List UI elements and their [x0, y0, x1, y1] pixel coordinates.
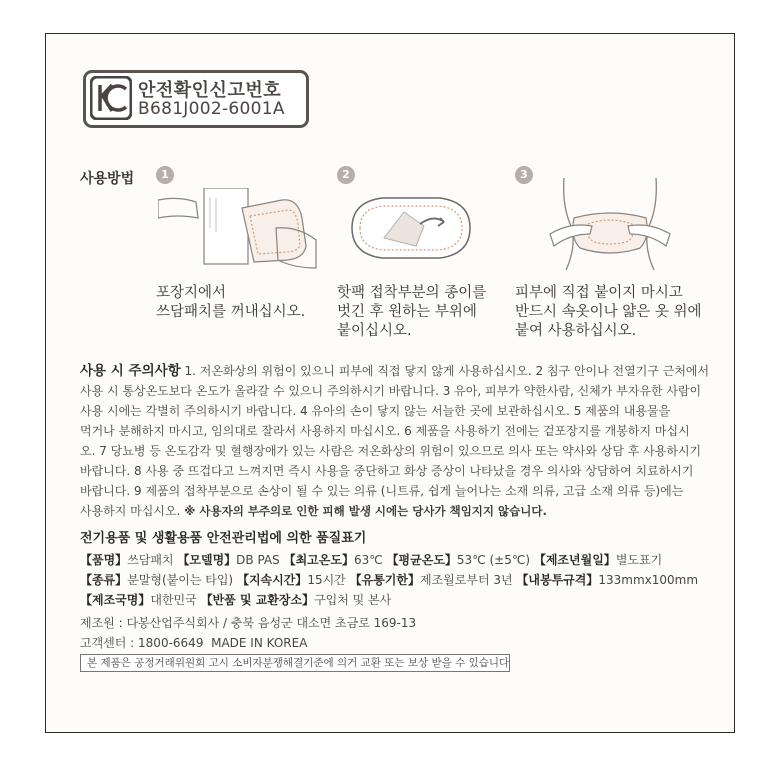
- quality-title: 전기용품 및 생활용품 안전관리법에 의한 품질표기: [80, 531, 367, 546]
- caution-line: 바랍니다. 8 사용 중 뜨겁다고 느껴지면 즉시 사용을 중단하고 화상 증상이 나타났을 경우 의사와 상담하여 치료하시기: [80, 464, 694, 478]
- caution-line: 바랍니다. 9 제품의 접착부분으로 손상이 될 수 있는 의류 (니트류, 쉽게 늘어나는 소재 의류, 고급 소재 의류 등)에는: [80, 484, 684, 498]
- step-3-number: 3: [515, 166, 533, 184]
- quality-row-1: 【품명】쓰담패치 【모델명】DB PAS 【최고온도】63℃ 【평균온도】53℃ (±5℃) 【제조년월일】별도표기: [80, 553, 663, 567]
- maker-info: 제조원 : 다봉산업주식회사 / 충북 음성군 대소면 초금로 169-13: [80, 616, 417, 630]
- kc-title: 안전확인신고번호: [138, 80, 282, 101]
- step-3-illustration: [540, 178, 680, 270]
- quality-row-3: 【제조국명】대한민국 【반품 및 교환장소】구입처 및 본사: [80, 593, 392, 607]
- step-2-number: 2: [337, 166, 355, 184]
- caution-line: 1. 저온화상의 위험이 있으니 피부에 직접 닿지 않게 사용하십시오. 2 침구 안이나 전열기구 근처에서: [184, 364, 710, 378]
- caution-title: 사용 시 주의사항: [80, 363, 181, 379]
- caution-line: 사용 시 통상온도보다 온도가 올라갈 수 있으니 주의하시기 바랍니다. 3 유아, 피부가 약한사람, 신체가 부자유한 사람이: [80, 384, 702, 398]
- caution-line: 사용 시에는 각별히 주의하시기 바랍니다. 4 유아의 손이 닿지 않는 서늘한 곳에 보관하십시오. 5 제품의 내용물을: [80, 404, 671, 418]
- step-1-text: 포장지에서 쓰담패치를 꺼내십시오.: [156, 285, 306, 320]
- usage-title: 사용방법: [80, 171, 135, 187]
- kc-code: B681J002-6001A: [138, 99, 285, 119]
- caution-line: 오. 7 당뇨병 등 온도감각 및 혈행장애가 있는 사람은 저온화상의 위험이 있으므로 의사 또는 약사와 상담 후 사용하시기: [80, 444, 702, 458]
- step-1-illustration: [158, 188, 318, 270]
- origin-label: MADE IN KOREA: [211, 636, 308, 650]
- kc-mark-icon: [90, 76, 132, 120]
- caution-line: 먹거나 분해하지 마시고, 임의대로 잘라서 사용하지 마십시오. 6 제품을 사용하기 전에는 겉포장지를 개봉하지 마십시: [80, 424, 690, 438]
- step-3-text: 피부에 직접 붙이지 마시고 반드시 속옷이나 얇은 옷 위에 붙여 사용하십시오.: [515, 285, 702, 339]
- caution-section: [80, 361, 720, 521]
- step-2-text: 핫팩 접착부분의 종이를 벗긴 후 원하는 부위에 붙이십시오.: [337, 285, 487, 339]
- caution-note: ※ 사용자의 부주의로 인한 피해 발생 시에는 당사가 책임지지 않습니다.: [184, 504, 547, 518]
- quality-row-2: 【종류】분말형(붙이는 타입) 【지속시간】15시간 【유통기한】제조월로부터 3년 【내봉투규격】133mmx100mm: [80, 573, 699, 587]
- caution-line: 사용하지 마십시오.: [80, 504, 181, 518]
- step-1-number: 1: [156, 166, 174, 184]
- customer-center: 고객센터 : 1800-6649 MADE IN KOREA: [80, 636, 308, 650]
- exchange-notice: 본 제품은 공정거래위원회 고시 소비자분쟁해결기준에 의거 교환 또는 보상 받을 수 있습니다: [80, 654, 510, 672]
- step-2-illustration: [348, 188, 474, 268]
